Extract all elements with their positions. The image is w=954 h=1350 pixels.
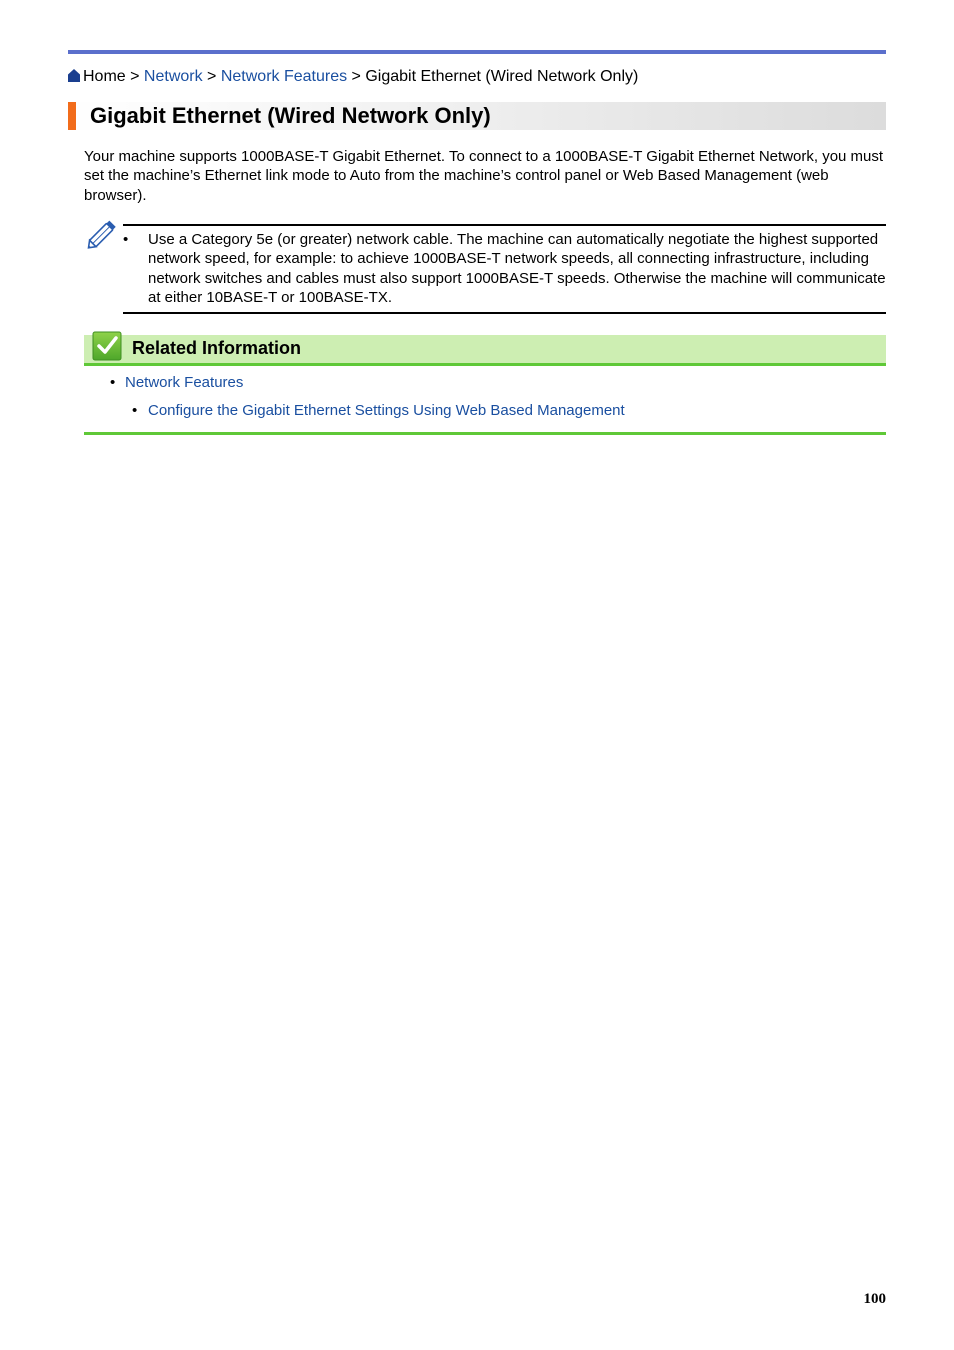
breadcrumb — [68, 67, 638, 87]
related-bottom-rule — [84, 432, 886, 435]
title-accent-bar — [68, 102, 76, 130]
breadcrumb-current: Gigabit Ethernet (Wired Network Only) — [365, 68, 639, 85]
related-link-item — [84, 373, 886, 393]
pencil-note-icon — [86, 218, 120, 250]
note-box — [123, 224, 886, 314]
related-link-network-features[interactable]: Network Features — [125, 374, 244, 391]
breadcrumb-separator: > — [347, 68, 366, 85]
note-item-text: Use a Category 5e (or greater) network cable. The machine can automatically negotiate the highest supported network speed, for example: to achieve 1000BASE-T network speeds, all connecting infrastructure, including network switches and cables must also support 1000BASE-T speeds. Otherwise the machine will communicate at either 10BASE-T or 100BASE-TX. — [148, 231, 886, 306]
breadcrumb-separator: > — [202, 68, 221, 85]
checkmark-icon — [92, 331, 122, 361]
breadcrumb-home[interactable]: Home — [83, 68, 126, 85]
breadcrumb-separator: > — [125, 68, 144, 85]
related-links-list — [84, 373, 886, 421]
page-title-bar — [68, 102, 886, 130]
page-title: Gigabit Ethernet (Wired Network Only) — [90, 103, 491, 128]
intro-paragraph: Your machine supports 1000BASE-T Gigabit Ethernet. To connect to a 1000BASE-T Gigabit Ethernet Network, you must set the machine’s Ethernet link mode to Auto from the machine’s control panel or Web Based Management (web browser). — [84, 148, 884, 204]
top-rule — [68, 50, 886, 54]
page-number: 100 — [863, 1291, 886, 1307]
related-information-header — [84, 335, 886, 366]
home-icon[interactable] — [68, 69, 80, 82]
related-information-heading: Related Information — [132, 338, 302, 358]
related-link-configure-gigabit[interactable]: Configure the Gigabit Ethernet Settings Using Web Based Management — [148, 402, 625, 419]
bullet: • — [132, 402, 138, 419]
bullet: • — [110, 374, 116, 391]
breadcrumb-link-network-features[interactable]: Network Features — [220, 68, 348, 85]
note-item — [123, 230, 886, 307]
related-link-item — [84, 401, 886, 421]
note-list — [123, 230, 886, 307]
bullet: • — [123, 231, 129, 248]
breadcrumb-link-network[interactable]: Network — [143, 68, 203, 85]
